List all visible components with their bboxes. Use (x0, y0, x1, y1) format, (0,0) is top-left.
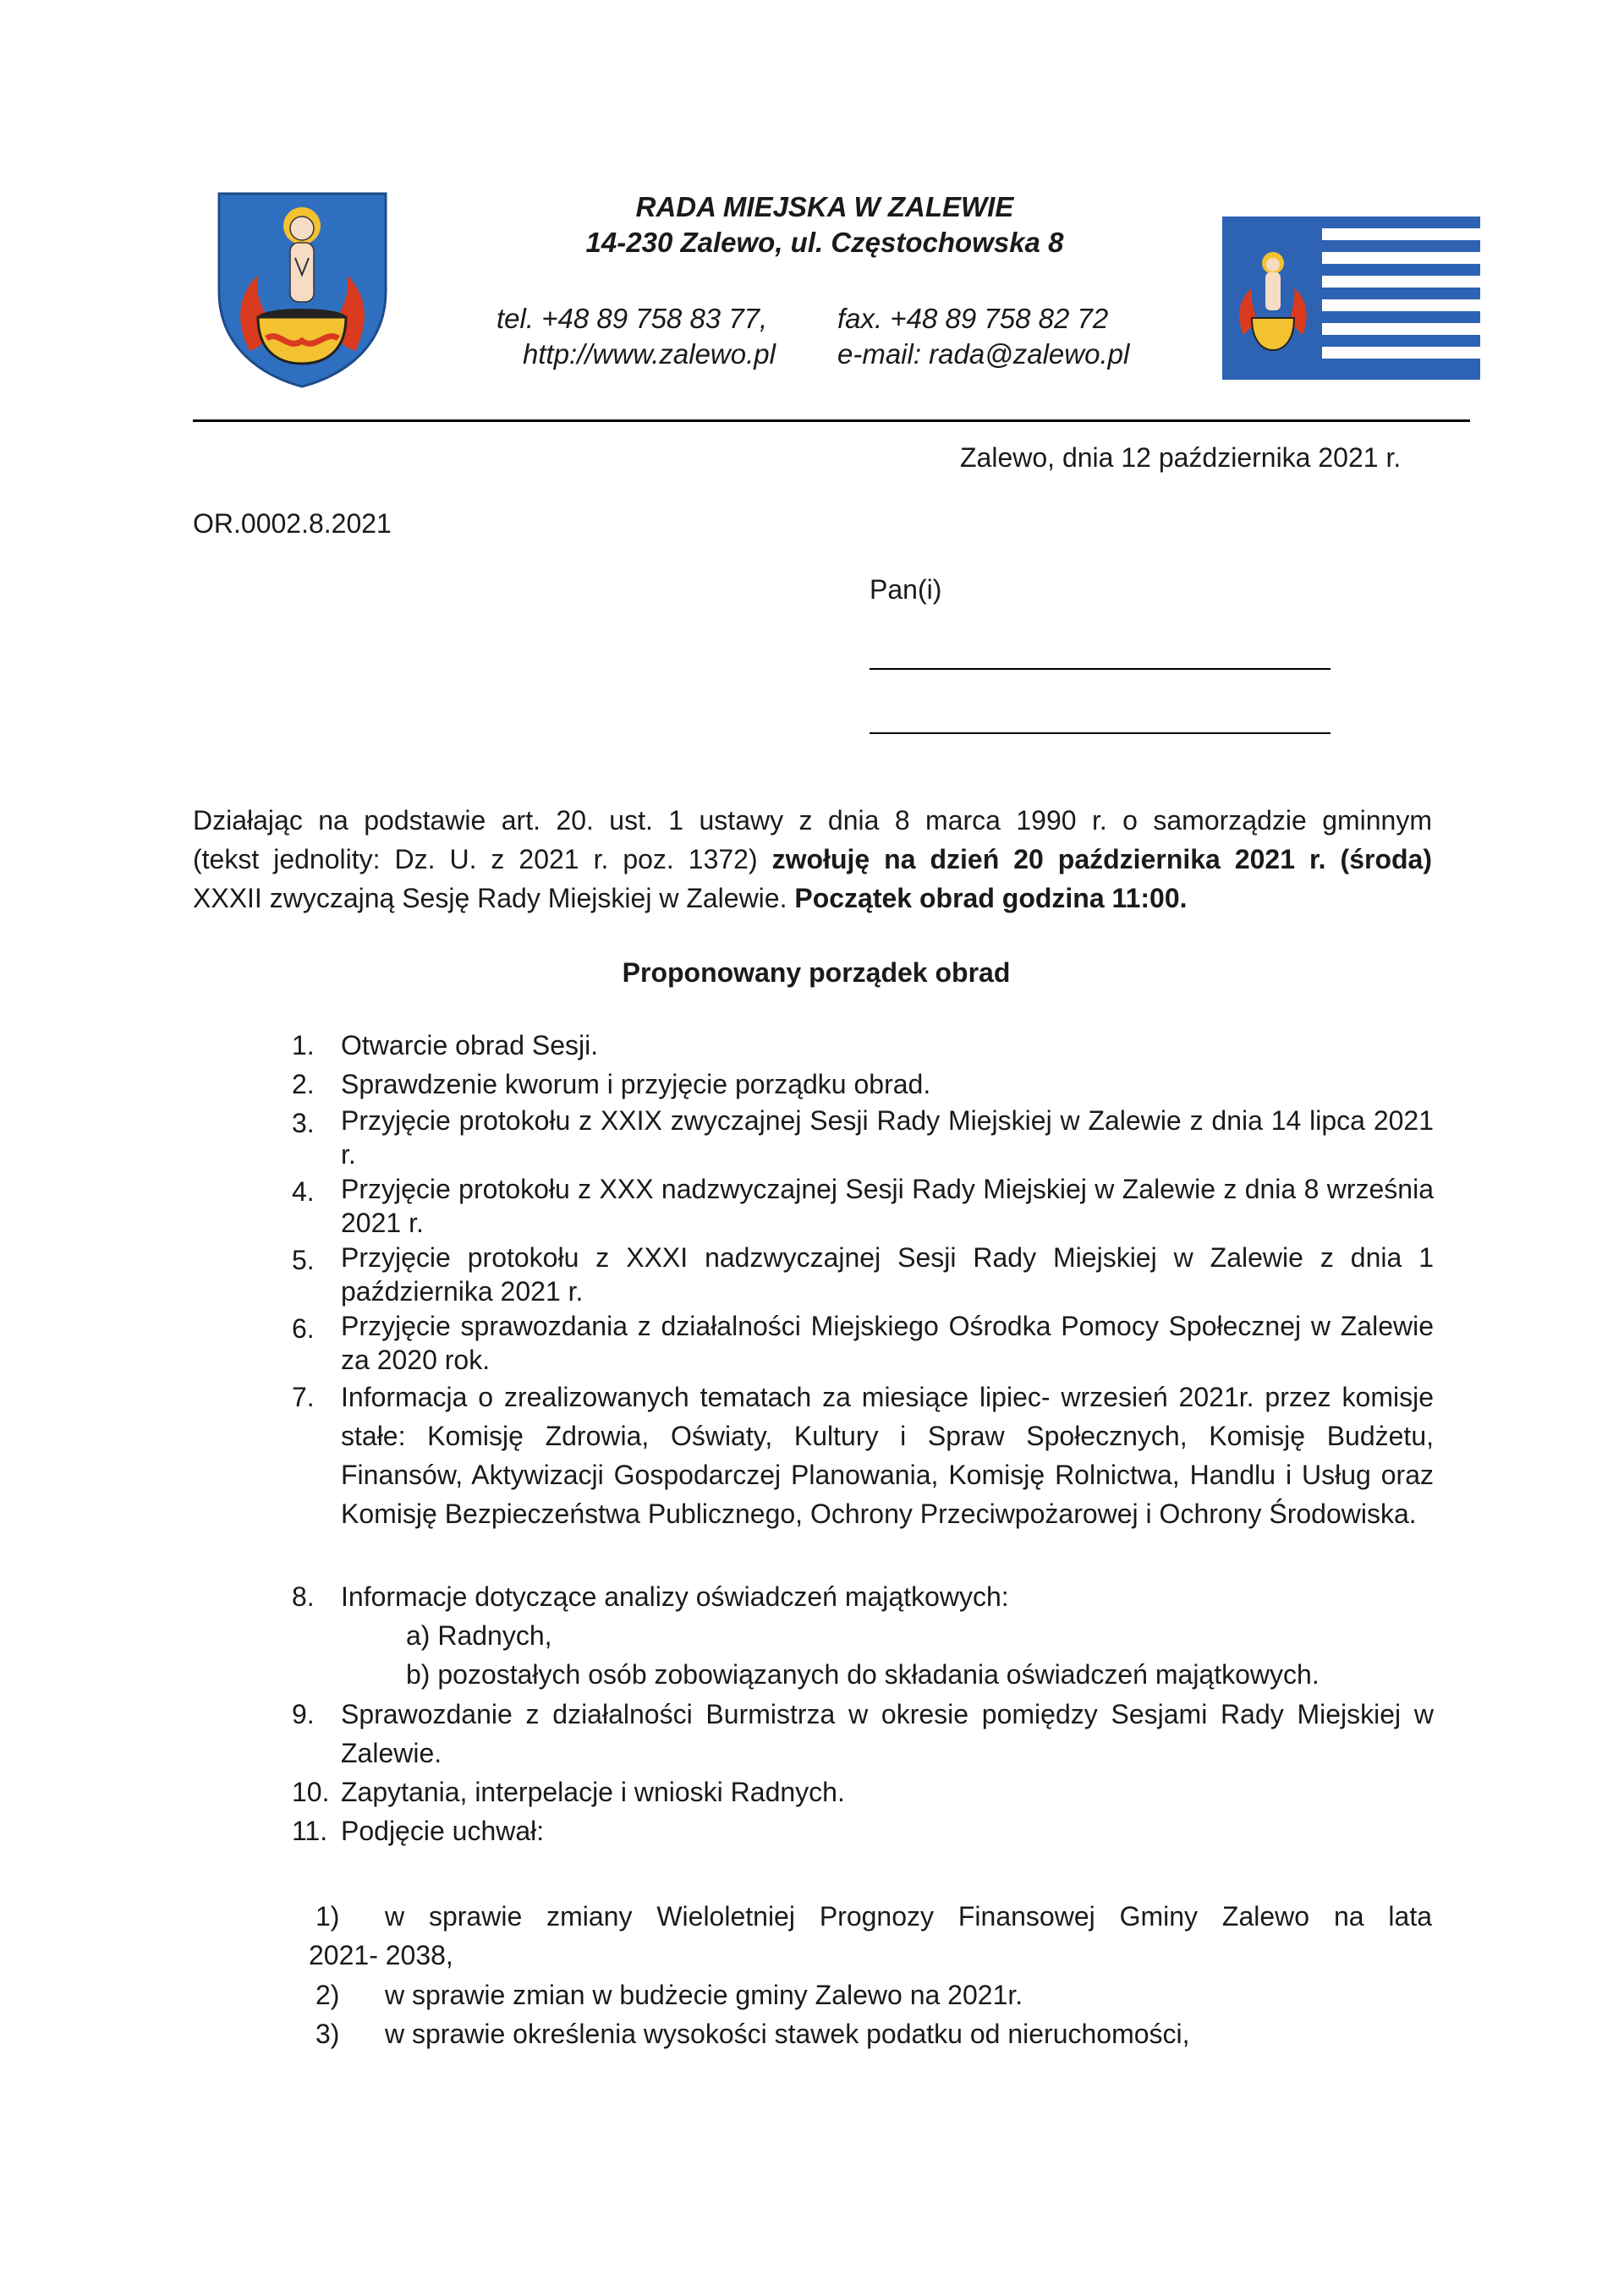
body-paragraph (193, 801, 1432, 918)
agenda-title: Proponowany porządek obrad (622, 957, 1011, 988)
body-line-1: Działając na podstawie art. 20. ust. 1 ustawy z dnia 8 marca 1990 r. o samorządzie gminnym (193, 805, 1432, 836)
town-flag-logo (1222, 216, 1480, 380)
org-name: RADA MIEJSKA W ZALEWIE (635, 191, 1014, 222)
body-line-2: (tekst jednolity: Dz. U. z 2021 r. poz. 1372) zwołuję na dzień 20 października 2021 r. (środa) (193, 844, 1433, 874)
agenda-item: 2. Sprawdzenie kworum i przyjęcie porządku obrad. (292, 1069, 931, 1099)
resolution-number: 2) (315, 1980, 340, 2010)
agenda-item: 7. Informacja o zrealizowanych tematach za miesiące lipiec- wrzesień 2021r. przez komisje stałe: Komisję Zdrowia, Oświaty, Kultury i Spraw Społecznych, Komisję Budżetu, Finansów, Aktywizacji Gospodarczej Planowania, Komisję Rolnictwa, Handlu i Usług oraz Komisję Bezpieczeństwa Publicznego, Ochrony Przeciwpożarowej i Ochrony Środowiska. (292, 1382, 1434, 1529)
agenda-item: 5. Przyjęcie protokołu z XXXI nadzwyczajnej Sesji Rady Miejskiej w Zalewie z dnia 1 października 2021 r. (292, 1242, 1434, 1307)
resolution-continuation: 2021- 2038, (309, 1940, 453, 1970)
reference-number: OR.0002.8.2021 (193, 508, 392, 539)
resolution-text: w sprawie zmian w budżecie gminy Zalewo na 2021r. (385, 1980, 1023, 2010)
resolution-text: w sprawie określenia wysokości stawek podatku od nieruchomości, (385, 2019, 1190, 2049)
header-divider (193, 419, 1470, 422)
agenda-item: 10. Zapytania, interpelacje i wnioski Radnych. (292, 1777, 845, 1807)
agenda-item: 11. Podjęcie uchwał: (292, 1816, 545, 1846)
agenda-item: 1. Otwarcie obrad Sesji. (292, 1030, 599, 1060)
resolution-number: 1) (315, 1901, 340, 1932)
agenda-item: 9. Sprawozdanie z działalności Burmistrza w okresie pomiędzy Sesjami Rady Miejskiej w Zalewie. (292, 1699, 1434, 1768)
agenda-item: 4. Przyjęcie protokołu z XXX nadzwyczajnej Sesji Rady Miejskiej w Zalewie z dnia 8 września 2021 r. (292, 1174, 1434, 1238)
agenda-subitem: a) Radnych, (406, 1620, 552, 1651)
email-link[interactable]: e-mail: rada@zalewo.pl (837, 338, 1130, 370)
fax-number: fax. +48 89 758 82 72 (837, 303, 1109, 334)
agenda-item: 6. Przyjęcie sprawozdania z działalności Miejskiego Ośrodka Pomocy Społecznej w Zalewie za 2020 rok. (292, 1311, 1434, 1375)
addressee-line-2 (870, 732, 1330, 734)
website-link[interactable]: http://www.zalewo.pl (523, 338, 776, 370)
tel-number: tel. +48 89 758 83 77, (497, 303, 768, 334)
resolution-number: 3) (315, 2019, 340, 2049)
agenda-item: 3. Przyjęcie protokołu z XXIX zwyczajnej Sesji Rady Miejskiej w Zalewie z dnia 14 lipca 2021 r. (292, 1105, 1434, 1170)
resolution-text: w sprawie zmiany Wieloletniej Prognozy Finansowej Gminy Zalewo na lata (385, 1901, 1432, 1932)
agenda-subitem: b) pozostałych osób zobowiązanych do składania oświadczeń majątkowych. (406, 1659, 1320, 1690)
body-line-3: XXXII zwyczajną Sesję Rady Miejskiej w Zalewie. Początek obrad godzina 11:00. (193, 883, 1188, 913)
org-address: 14-230 Zalewo, ul. Częstochowska 8 (585, 227, 1064, 258)
addressee-line-1 (870, 668, 1330, 670)
place-date: Zalewo, dnia 12 października 2021 r. (960, 442, 1402, 473)
agenda-item: 8. Informacje dotyczące analizy oświadczeń majątkowych: (292, 1581, 1009, 1612)
addressee-label: Pan(i) (870, 574, 942, 605)
